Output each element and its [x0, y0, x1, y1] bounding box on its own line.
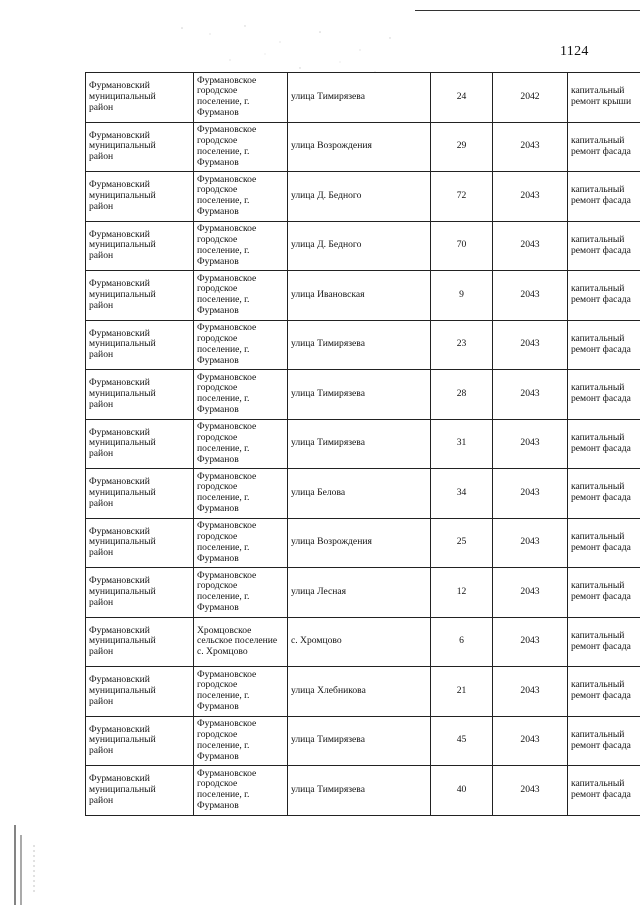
settlement-cell: Фурмановское городское поселение, г. Фурманов	[194, 419, 288, 469]
table-row	[86, 667, 640, 717]
binding-marks	[12, 825, 42, 905]
year-cell: 2043	[493, 617, 568, 667]
work-type-cell: капитальный ремонт фасада	[568, 568, 640, 618]
settlement-cell: Фурмановское городское поселение, г. Фурманов	[194, 716, 288, 766]
house-number-cell: 70	[431, 221, 493, 271]
street-cell: улица Д. Бедного	[288, 172, 431, 222]
district-cell: Фурмановский муниципальный район	[86, 716, 194, 766]
table-row	[86, 568, 640, 618]
work-type-cell: капитальный ремонт фасада	[568, 716, 640, 766]
street-cell: улица Возрождения	[288, 518, 431, 568]
settlement-cell: Фурмановское городское поселение, г. Фурманов	[194, 370, 288, 420]
header-rule	[415, 10, 640, 11]
settlement-cell: Фурмановское городское поселение, г. Фурманов	[194, 73, 288, 123]
street-cell: улица Тимирязева	[288, 716, 431, 766]
work-type-cell: капитальный ремонт крыши	[568, 73, 640, 123]
street-cell: улица Тимирязева	[288, 73, 431, 123]
table-row	[86, 172, 640, 222]
work-type-cell: капитальный ремонт фасада	[568, 221, 640, 271]
house-number-cell: 21	[431, 667, 493, 717]
work-type-cell: капитальный ремонт фасада	[568, 320, 640, 370]
work-type-cell: капитальный ремонт фасада	[568, 122, 640, 172]
house-number-cell: 34	[431, 469, 493, 519]
settlement-cell: Фурмановское городское поселение, г. Фурманов	[194, 766, 288, 816]
district-cell: Фурмановский муниципальный район	[86, 172, 194, 222]
house-number-cell: 12	[431, 568, 493, 618]
street-cell: улица Лесная	[288, 568, 431, 618]
house-number-cell: 6	[431, 617, 493, 667]
street-cell: улица Тимирязева	[288, 320, 431, 370]
year-cell: 2043	[493, 469, 568, 519]
street-cell: улица Возрождения	[288, 122, 431, 172]
settlement-cell: Хромцовское сельское поселение с. Хромцово	[194, 617, 288, 667]
work-type-cell: капитальный ремонт фасада	[568, 518, 640, 568]
district-cell: Фурмановский муниципальный район	[86, 122, 194, 172]
table-row	[86, 617, 640, 667]
table-row	[86, 716, 640, 766]
house-number-cell: 28	[431, 370, 493, 420]
district-cell: Фурмановский муниципальный район	[86, 419, 194, 469]
table-row	[86, 221, 640, 271]
table-row	[86, 73, 640, 123]
street-cell: улица Тимирязева	[288, 766, 431, 816]
street-cell: улица Белова	[288, 469, 431, 519]
year-cell: 2043	[493, 766, 568, 816]
district-cell: Фурмановский муниципальный район	[86, 617, 194, 667]
table-row	[86, 469, 640, 519]
settlement-cell: Фурмановское городское поселение, г. Фурманов	[194, 221, 288, 271]
work-type-cell: капитальный ремонт фасада	[568, 469, 640, 519]
district-cell: Фурмановский муниципальный район	[86, 271, 194, 321]
settlement-cell: Фурмановское городское поселение, г. Фурманов	[194, 568, 288, 618]
house-number-cell: 72	[431, 172, 493, 222]
district-cell: Фурмановский муниципальный район	[86, 320, 194, 370]
work-type-cell: капитальный ремонт фасада	[568, 766, 640, 816]
settlement-cell: Фурмановское городское поселение, г. Фурманов	[194, 172, 288, 222]
street-cell: улица Ивановская	[288, 271, 431, 321]
work-type-cell: капитальный ремонт фасада	[568, 172, 640, 222]
work-type-cell: капитальный ремонт фасада	[568, 370, 640, 420]
year-cell: 2043	[493, 370, 568, 420]
district-cell: Фурмановский муниципальный район	[86, 73, 194, 123]
year-cell: 2043	[493, 172, 568, 222]
house-number-cell: 24	[431, 73, 493, 123]
house-number-cell: 29	[431, 122, 493, 172]
year-cell: 2043	[493, 271, 568, 321]
work-type-cell: капитальный ремонт фасада	[568, 617, 640, 667]
district-cell: Фурмановский муниципальный район	[86, 518, 194, 568]
district-cell: Фурмановский муниципальный район	[86, 766, 194, 816]
house-number-cell: 40	[431, 766, 493, 816]
year-cell: 2043	[493, 667, 568, 717]
street-cell: улица Тимирязева	[288, 419, 431, 469]
settlement-cell: Фурмановское городское поселение, г. Фурманов	[194, 667, 288, 717]
year-cell: 2043	[493, 122, 568, 172]
table-row	[86, 271, 640, 321]
table-row	[86, 370, 640, 420]
house-number-cell: 31	[431, 419, 493, 469]
table-row	[86, 320, 640, 370]
year-cell: 2043	[493, 320, 568, 370]
settlement-cell: Фурмановское городское поселение, г. Фурманов	[194, 122, 288, 172]
house-number-cell: 45	[431, 716, 493, 766]
street-cell: улица Д. Бедного	[288, 221, 431, 271]
district-cell: Фурмановский муниципальный район	[86, 667, 194, 717]
house-number-cell: 9	[431, 271, 493, 321]
scan-noise	[170, 20, 420, 80]
settlement-cell: Фурмановское городское поселение, г. Фурманов	[194, 320, 288, 370]
page-number: 1124	[560, 44, 589, 59]
year-cell: 2042	[493, 73, 568, 123]
settlement-cell: Фурмановское городское поселение, г. Фурманов	[194, 518, 288, 568]
settlement-cell: Фурмановское городское поселение, г. Фурманов	[194, 271, 288, 321]
year-cell: 2043	[493, 221, 568, 271]
work-type-cell: капитальный ремонт фасада	[568, 271, 640, 321]
work-type-cell: капитальный ремонт фасада	[568, 419, 640, 469]
district-cell: Фурмановский муниципальный район	[86, 568, 194, 618]
house-number-cell: 25	[431, 518, 493, 568]
street-cell: улица Хлебникова	[288, 667, 431, 717]
year-cell: 2043	[493, 568, 568, 618]
work-type-cell: капитальный ремонт фасада	[568, 667, 640, 717]
table-row	[86, 419, 640, 469]
street-cell: улица Тимирязева	[288, 370, 431, 420]
house-number-cell: 23	[431, 320, 493, 370]
street-cell: с. Хромцово	[288, 617, 431, 667]
year-cell: 2043	[493, 716, 568, 766]
settlement-cell: Фурмановское городское поселение, г. Фурманов	[194, 469, 288, 519]
table-row	[86, 766, 640, 816]
table-row	[86, 122, 640, 172]
year-cell: 2043	[493, 419, 568, 469]
district-cell: Фурмановский муниципальный район	[86, 469, 194, 519]
district-cell: Фурмановский муниципальный район	[86, 221, 194, 271]
year-cell: 2043	[493, 518, 568, 568]
table-row	[86, 518, 640, 568]
district-cell: Фурмановский муниципальный район	[86, 370, 194, 420]
capital-repair-table	[85, 72, 640, 816]
